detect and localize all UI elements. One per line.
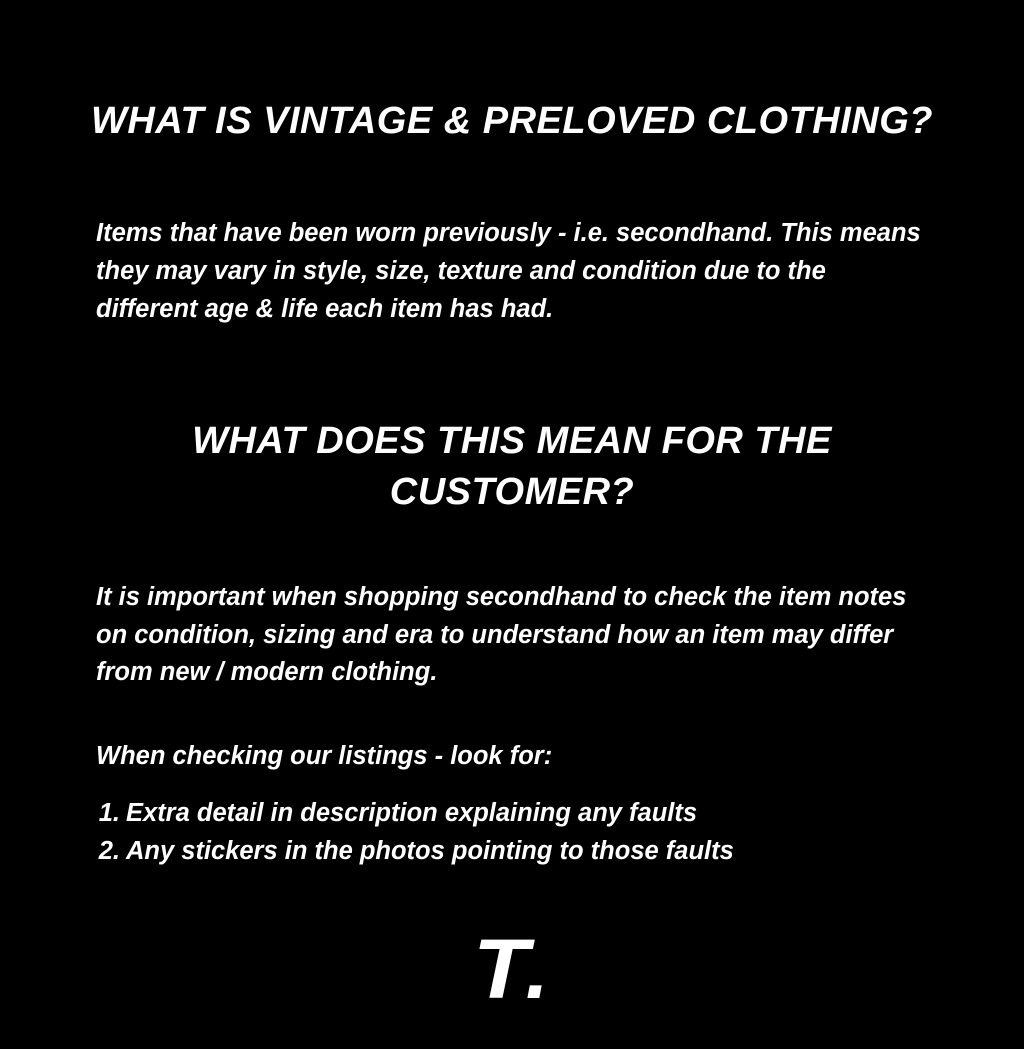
page-title: WHAT IS VINTAGE & PRELOVED CLOTHING? — [90, 100, 934, 143]
intro-paragraph: Items that have been worn previously - i.e. secondhand. This means they may vary in style, size, texture and condition due to the different age & life each item has had. — [96, 219, 921, 323]
slide-canvas — [0, 25, 1024, 1049]
section-heading: WHAT DOES THIS MEAN FOR THE CUSTOMER? — [192, 420, 832, 513]
list-item: Any stickers in the photos pointing to those faults — [126, 837, 734, 866]
brand-logo — [0, 922, 1024, 1017]
list-item: Extra detail in description explaining any faults — [126, 798, 698, 827]
logo-letter: T — [473, 922, 527, 1017]
logo-dot: . — [525, 922, 549, 1017]
list-intro: When checking our listings - look for: — [96, 741, 553, 770]
faults-checklist — [0, 794, 1024, 872]
section-paragraph: It is important when shopping secondhand to check the item notes on condition, sizing and era to understand how an item may differ from new / modern clothing. — [96, 582, 907, 687]
logo-lockup — [473, 922, 549, 1017]
